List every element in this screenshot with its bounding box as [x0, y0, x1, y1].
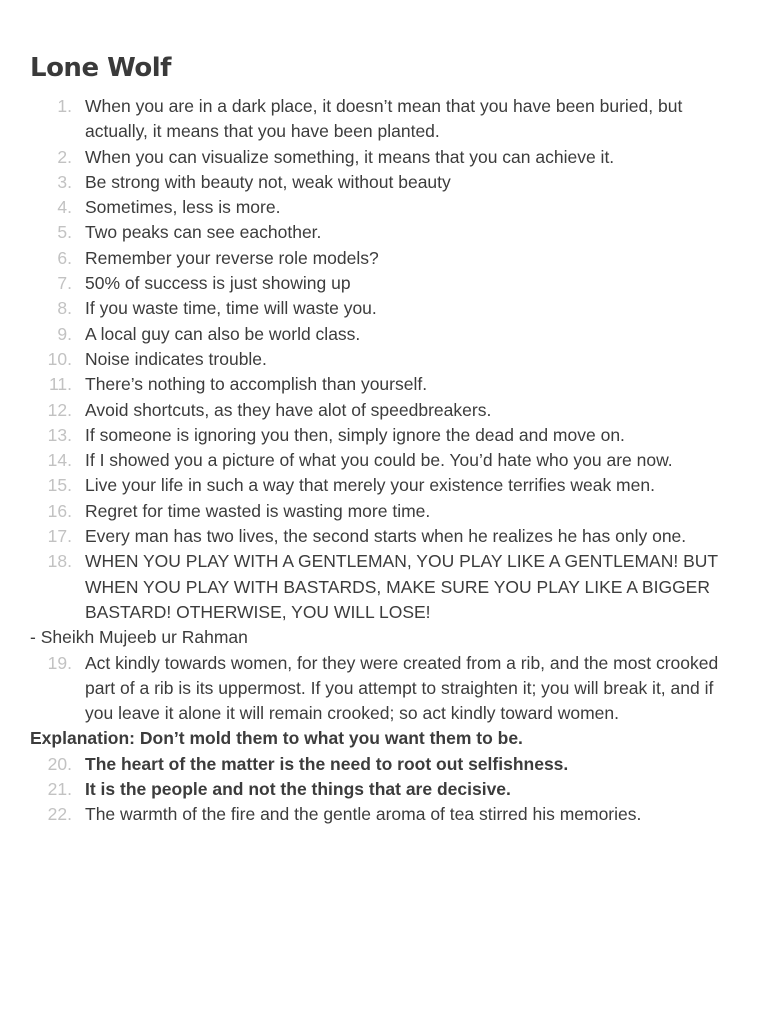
list-item-text: Be strong with beauty not, weak without beauty — [85, 171, 451, 192]
numbered-list-c — [30, 752, 738, 828]
list-number: 1. — [57, 96, 72, 116]
explanation-line[interactable]: Explanation: Don’t mold them to what you want them to be. — [30, 728, 523, 749]
list-number: 19. — [47, 652, 72, 673]
list-item-text: 50% of success is just showing up — [85, 273, 351, 294]
list-item-text: There’s nothing to accomplish than yourself. — [85, 374, 428, 395]
list-item[interactable] — [30, 170, 738, 195]
list-number: 15. — [47, 475, 72, 496]
list-number: 20. — [47, 753, 72, 774]
list-item[interactable] — [30, 651, 738, 727]
numbered-list-b — [30, 651, 738, 727]
list-number: 4. — [57, 197, 72, 218]
list-number: 17. — [47, 526, 72, 547]
list-item-text: When you are in a dark place, it doesn’t mean that you have been buried, but actually, it means that you have been planted. — [85, 96, 683, 142]
list-number: 21. — [47, 779, 72, 800]
list-item[interactable] — [30, 752, 738, 777]
list-item[interactable] — [30, 777, 738, 802]
list-item-text: WHEN YOU PLAY WITH A GENTLEMAN, YOU PLAY LIKE A GENTLEMAN! BUT WHEN YOU PLAY WITH BASTARDS, MAKE SURE YOU PLAY LIKE A BIGGER BASTARD! OTHERWISE, YOU WILL LOSE! — [85, 551, 718, 622]
list-number: 18. — [47, 551, 72, 572]
list-item-text: The heart of the matter is the need to root out selfishness. — [85, 753, 569, 774]
list-item-text: When you can visualize something, it means that you can achieve it. — [85, 146, 615, 167]
numbered-list-a — [30, 94, 738, 625]
list-item[interactable] — [30, 94, 738, 145]
list-item[interactable] — [30, 372, 738, 397]
list-number: 2. — [57, 146, 72, 167]
list-item-text: If you waste time, time will waste you. — [85, 298, 377, 319]
list-item-text: Avoid shortcuts, as they have alot of speedbreakers. — [85, 399, 492, 420]
list-item-text: If I showed you a picture of what you could be. You’d hate who you are now. — [85, 450, 673, 471]
list-number: 9. — [57, 323, 72, 344]
list-item[interactable] — [30, 145, 738, 170]
list-item[interactable] — [30, 423, 738, 448]
list-item[interactable] — [30, 220, 738, 245]
list-item-text: Regret for time wasted is wasting more time. — [85, 500, 431, 521]
list-item-text: Two peaks can see eachother. — [85, 222, 322, 243]
list-number: 14. — [47, 450, 72, 471]
list-item[interactable] — [30, 802, 738, 827]
list-item[interactable] — [30, 473, 738, 498]
list-item-text: It is the people and not the things that are decisive. — [85, 779, 511, 800]
list-item[interactable] — [30, 271, 738, 296]
list-number: 6. — [57, 247, 72, 268]
list-item[interactable] — [30, 347, 738, 372]
list-item-text: Live your life in such a way that merely your existence terrifies weak men. — [85, 475, 655, 496]
list-item-text: Remember your reverse role models? — [85, 247, 379, 268]
list-number: 22. — [47, 804, 72, 825]
list-item[interactable] — [30, 524, 738, 549]
list-item-text: Act kindly towards women, for they were created from a rib, and the most crooked part of a rib is its uppermost. If you attempt to straighten it; you will break it, and if you leave it alone it will remain crooked; so act kindly toward women. — [85, 652, 719, 724]
list-item-text: The warmth of the fire and the gentle aroma of tea stirred his memories. — [85, 804, 642, 825]
list-item[interactable] — [30, 499, 738, 524]
list-number: 12. — [47, 399, 72, 420]
list-number: 7. — [57, 273, 72, 294]
note-title[interactable]: Lone Wolf — [30, 53, 171, 83]
attribution-line[interactable]: - Sheikh Mujeeb ur Rahman — [30, 627, 248, 648]
list-number: 3. — [57, 171, 72, 192]
list-item[interactable] — [30, 246, 738, 271]
list-item-text: If someone is ignoring you then, simply ignore the dead and move on. — [85, 424, 625, 445]
list-item[interactable] — [30, 296, 738, 321]
list-item-text: Noise indicates trouble. — [85, 348, 267, 369]
list-number: 13. — [47, 424, 72, 445]
list-item[interactable] — [30, 195, 738, 220]
list-number: 10. — [47, 348, 72, 369]
list-number: 16. — [47, 500, 72, 521]
list-item-text: Sometimes, less is more. — [85, 197, 281, 218]
list-item-text: A local guy can also be world class. — [85, 323, 361, 344]
list-item[interactable] — [30, 322, 738, 347]
list-number: 5. — [57, 222, 72, 243]
list-item-text: Every man has two lives, the second starts when he realizes he has only one. — [85, 526, 687, 547]
list-number: 11. — [48, 374, 72, 395]
list-number: 8. — [57, 298, 72, 319]
list-item[interactable] — [30, 549, 738, 625]
list-item[interactable] — [30, 398, 738, 423]
list-item[interactable] — [30, 448, 738, 473]
